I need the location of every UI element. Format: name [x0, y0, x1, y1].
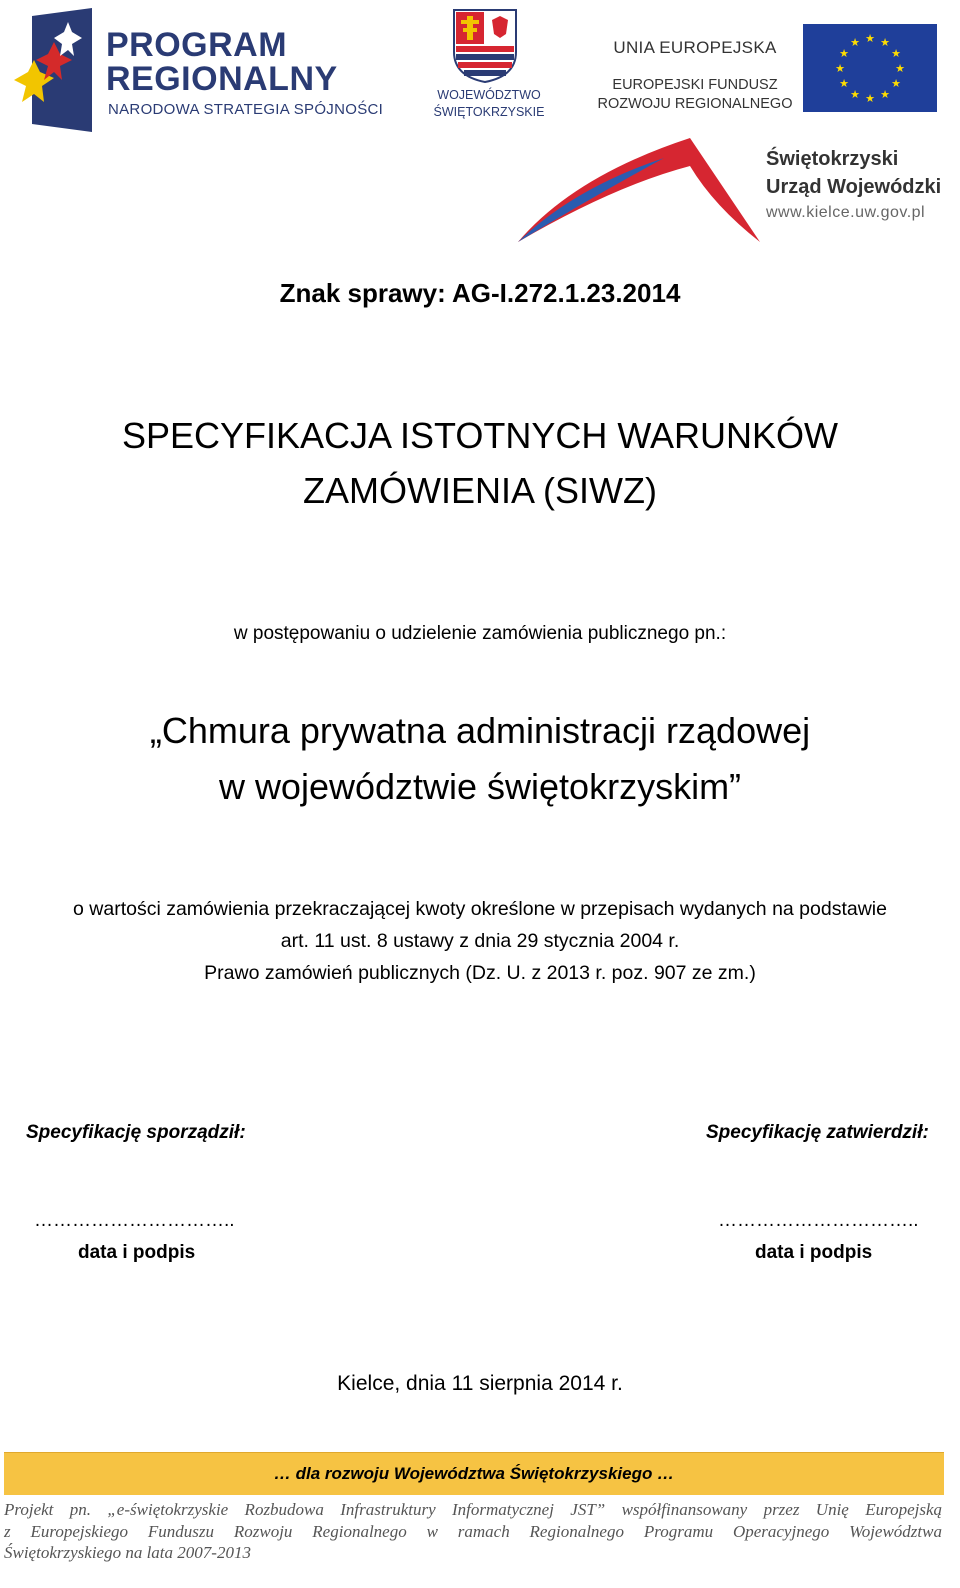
order-value-line1: o wartości zamówienia przekraczającej kwoty określone w przepisach wydanych na podstawie — [73, 898, 887, 920]
svg-text:★: ★ — [865, 92, 875, 105]
case-number: Znak sprawy: AG-I.272.1.23.2014 — [279, 278, 681, 308]
project-footer — [4, 1499, 942, 1564]
order-value-line2: art. 11 ust. 8 ustawy z dnia 29 stycznia 2004 r. — [280, 930, 680, 952]
voivodeship-crest-icon — [452, 8, 518, 84]
svg-text:★: ★ — [865, 32, 875, 45]
footer-line2: z Europejskiego Funduszu Rozwoju Regionalnego w ramach Regionalnego Programu Operacyjnego Województwa — [4, 1521, 942, 1541]
voivodeship-office-logo — [514, 136, 948, 246]
svg-text:★: ★ — [839, 47, 849, 60]
svg-text:★: ★ — [880, 88, 890, 101]
svg-text:★: ★ — [839, 77, 849, 90]
office-logo-line2: Urząd Wojewódzki — [766, 176, 942, 198]
program-logo-subtitle: NARODOWA STRATEGIA SPÓJNOŚCI — [108, 101, 384, 118]
date-signature-right: data i podpis — [755, 1242, 873, 1263]
slogan-banner: … dla rozwoju Województwa Świętokrzyskiego … — [4, 1452, 944, 1495]
svg-text:★: ★ — [891, 77, 901, 90]
document-title-line1: SPECYFIKACJA ISTOTNYCH WARUNKÓW — [121, 415, 839, 456]
eu-logo-line2: EUROPEJSKI FUNDUSZ — [612, 77, 778, 93]
footer-line3: Świętokrzyskiego na lata 2007-2013 — [4, 1543, 251, 1562]
prepared-by-label: Specyfikację sporządził: — [26, 1122, 246, 1143]
office-roof-emblem — [514, 136, 764, 246]
voivodeship-logo-line2: ŚWIĘTOKRZYSKIE — [433, 105, 545, 119]
svg-text:★: ★ — [850, 88, 860, 101]
project-name-line1: „Chmura prywatna administracji rządowej — [149, 710, 811, 751]
approved-by-label: Specyfikację zatwierdził: — [706, 1122, 929, 1143]
program-logo-line1: PROGRAM — [106, 26, 288, 64]
office-logo-url: www.kielce.uw.gov.pl — [766, 204, 926, 221]
svg-text:★: ★ — [891, 47, 901, 60]
svg-text:★: ★ — [850, 36, 860, 49]
program-logo-line2: REGIONALNY — [106, 60, 338, 98]
project-name-line2: w województwie świętokrzyskim” — [218, 766, 742, 807]
svg-text:★: ★ — [880, 36, 890, 49]
svg-text:★: ★ — [835, 62, 845, 75]
voivodeship-logo-line1: WOJEWÓDZTWO — [437, 88, 541, 102]
procedure-intro: w postępowaniu o udzielenie zamówienia publicznego pn.: — [233, 623, 727, 644]
eu-logo-line1: UNIA EUROPEJSKA — [613, 38, 777, 57]
date-signature-left: data i podpis — [78, 1242, 196, 1263]
order-value-line3: Prawo zamówień publicznych (Dz. U. z 2013 r. poz. 907 ze zm.) — [204, 962, 756, 984]
signature-line-right: ………………………….. — [718, 1210, 919, 1231]
office-logo-line1: Świętokrzyski — [766, 148, 899, 170]
footer-line1: Projekt pn. „e-świętokrzyskie Rozbudowa Infrastruktury Informatycznej JST” współfinansowany przez Unię Europejską — [4, 1500, 942, 1519]
program-regionalny-emblem — [14, 8, 98, 132]
svg-text:★: ★ — [895, 62, 905, 75]
document-title-line2: ZAMÓWIENIA (SIWZ) — [303, 470, 657, 511]
signature-line-left: ………………………….. — [34, 1210, 235, 1231]
voivodeship-logo — [430, 6, 548, 124]
eu-flag-icon — [803, 24, 937, 112]
eu-logo-line3: ROZWOJU REGIONALNEGO — [597, 96, 793, 112]
program-regionalny-logo — [14, 8, 394, 136]
place-and-date: Kielce, dnia 11 sierpnia 2014 r. — [337, 1372, 623, 1395]
